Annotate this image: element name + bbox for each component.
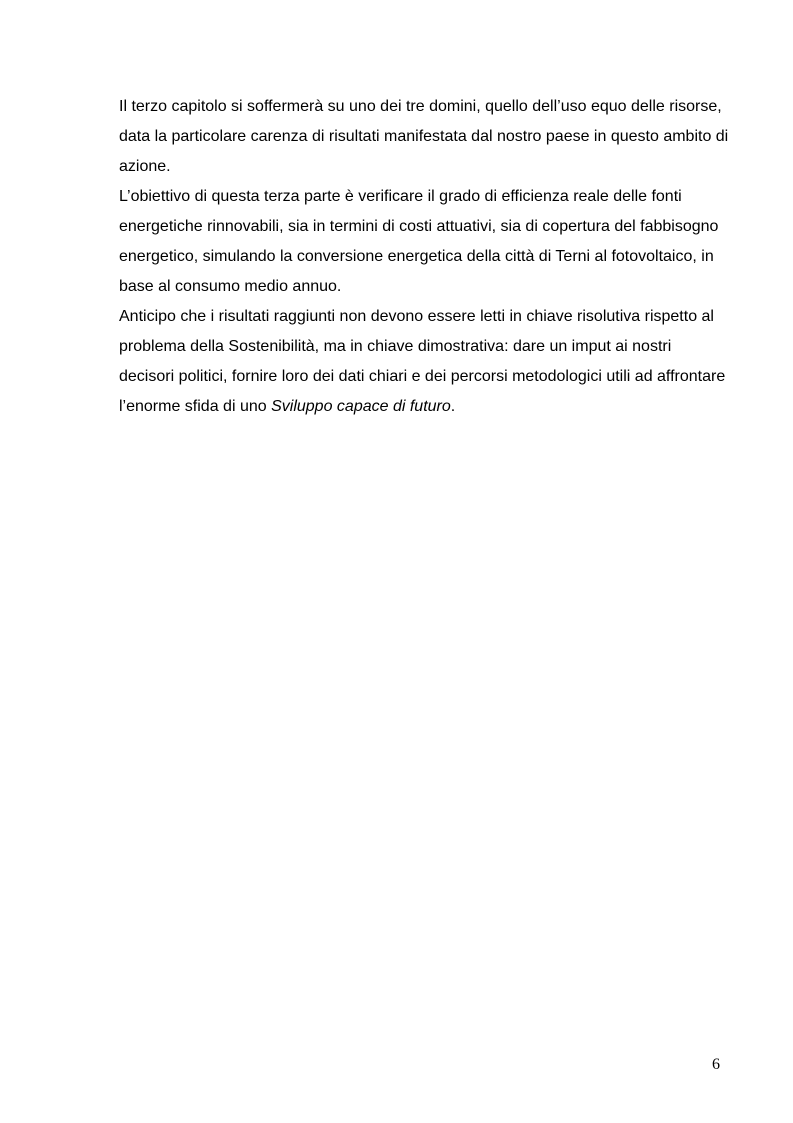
paragraph-anticipation — [119, 302, 729, 422]
paragraph-chapter-three-intro: Il terzo capitolo si soffermerà su uno dei tre domini, quello dell’uso equo delle risorse, data la particolare carenza di risultati manifestata dal nostro paese in questo ambito di azione. — [119, 98, 729, 175]
paragraph-anticipation-text: Anticipo che i risultati raggiunti non devono essere letti in chiave risolutiva rispetto al problema della Sostenibilità, ma in chiave dimostrativa: dare un imput ai nostri decisori politici, fornire loro dei dati chiari e dei percorsi metodologici utili ad affrontare l’enorme sfida di uno — [119, 308, 726, 415]
italic-phrase: Sviluppo capace di futuro — [271, 398, 451, 415]
paragraph-anticipation-end: . — [450, 398, 456, 415]
page-number: 6 — [712, 1056, 720, 1073]
body-text — [119, 92, 729, 422]
paragraph-objective: L’obiettivo di questa terza parte è verificare il grado di efficienza reale delle fonti energetiche rinnovabili, sia in termini di costi attuativi, sia di copertura del fabbisogno energetico, simulando la conversione energetica della città di Terni al fotovoltaico, in base al consumo medio annuo. — [119, 188, 719, 295]
